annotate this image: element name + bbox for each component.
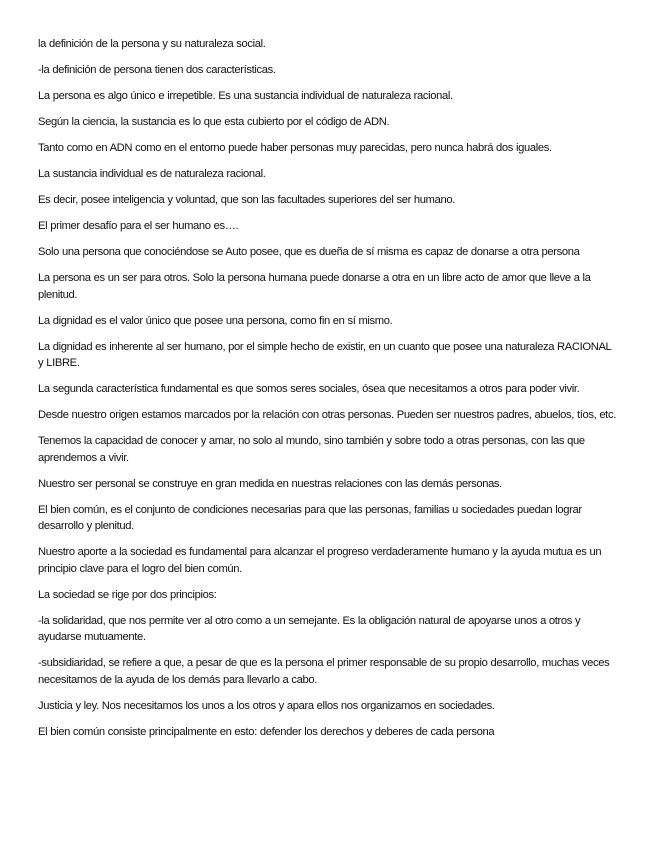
- paragraph-14: Desde nuestro origen estamos marcados por la relación con otras personas. Pueden ser nuestros padres, abuelos, tíos, etc.: [38, 409, 616, 421]
- paragraph-9: Solo una persona que conociéndose se Auto posee, que es dueña de sí misma es capaz de donarse a otra persona: [38, 246, 580, 258]
- paragraph-17: El bien común, es el conjunto de condiciones necesarias para que las personas, familias u sociedades puedan lograr desarrollo y plenitud.: [38, 503, 582, 532]
- paragraph-18: Nuestro aporte a la sociedad es fundamental para alcanzar el progreso verdaderamente humano y la ayuda mutua es un principio clave para el logro del bien común.: [38, 546, 602, 575]
- paragraph-21: -subsidiaridad, se refiere a que, a pesar de que es la persona el primer responsable de su propio desarrollo, muchas veces necesitamos de la ayuda de los demás para llevarlo a cabo.: [38, 657, 610, 686]
- paragraph-6: La sustancia individual es de naturaleza racional.: [38, 168, 266, 180]
- paragraph-1: la definición de la persona y su naturaleza social.: [38, 38, 266, 50]
- paragraph-15: Tenemos la capacidad de conocer y amar, no solo al mundo, sino también y sobre todo a otras personas, con las que aprendemos a vivir.: [38, 435, 585, 464]
- paragraph-11: La dignidad es el valor único que posee una persona, como fin en sí mismo.: [38, 314, 393, 327]
- paragraph-3: La persona es algo único e irrepetible. Es una sustancia individual de naturaleza racional.: [38, 90, 453, 102]
- paragraph-10: La persona es un ser para otros. Solo la persona humana puede donarse a otra en un libre acto de amor que lleve a la plenitud.: [38, 272, 591, 301]
- paragraph-5: Tanto como en ADN como en el entorno puede haber personas muy parecidas, pero nunca habrá dos iguales.: [38, 142, 552, 154]
- paragraph-22: Justicia y ley. Nos necesitamos los unos a los otros y apara ellos nos organizamos en sociedades.: [38, 699, 495, 712]
- document-body: [38, 36, 618, 750]
- paragraph-8: El primer desafío para el ser humano es….: [38, 220, 239, 232]
- paragraph-4: Según la ciencia, la sustancia es lo que esta cubierto por el código de ADN.: [38, 116, 390, 128]
- paragraph-12: La dignidad es inherente al ser humano, por el simple hecho de existir, en un cuanto que posee una naturaleza RACIONAL y LIBRE.: [38, 340, 612, 369]
- paragraph-20: -la solidaridad, que nos permite ver al otro como a un semejante. Es la obligación natural de apoyarse unos a otros y ayudarse mutuamente.: [38, 614, 581, 643]
- paragraph-19: La sociedad se rige por dos principios:: [38, 588, 217, 601]
- paragraph-7: Es decir, posee inteligencia y voluntad, que son las facultades superiores del ser humano.: [38, 194, 456, 206]
- paragraph-23: El bien común consiste principalmente en esto: defender los derechos y deberes de cada persona: [38, 725, 495, 738]
- paragraph-2: -la definición de persona tienen dos características.: [38, 64, 276, 76]
- paragraph-13: La segunda característica fundamental es que somos seres sociales, ósea que necesitamos a otros para poder vivir.: [38, 383, 580, 395]
- paragraph-16: Nuestro ser personal se construye en gran medida en nuestras relaciones con las demás personas.: [38, 477, 502, 490]
